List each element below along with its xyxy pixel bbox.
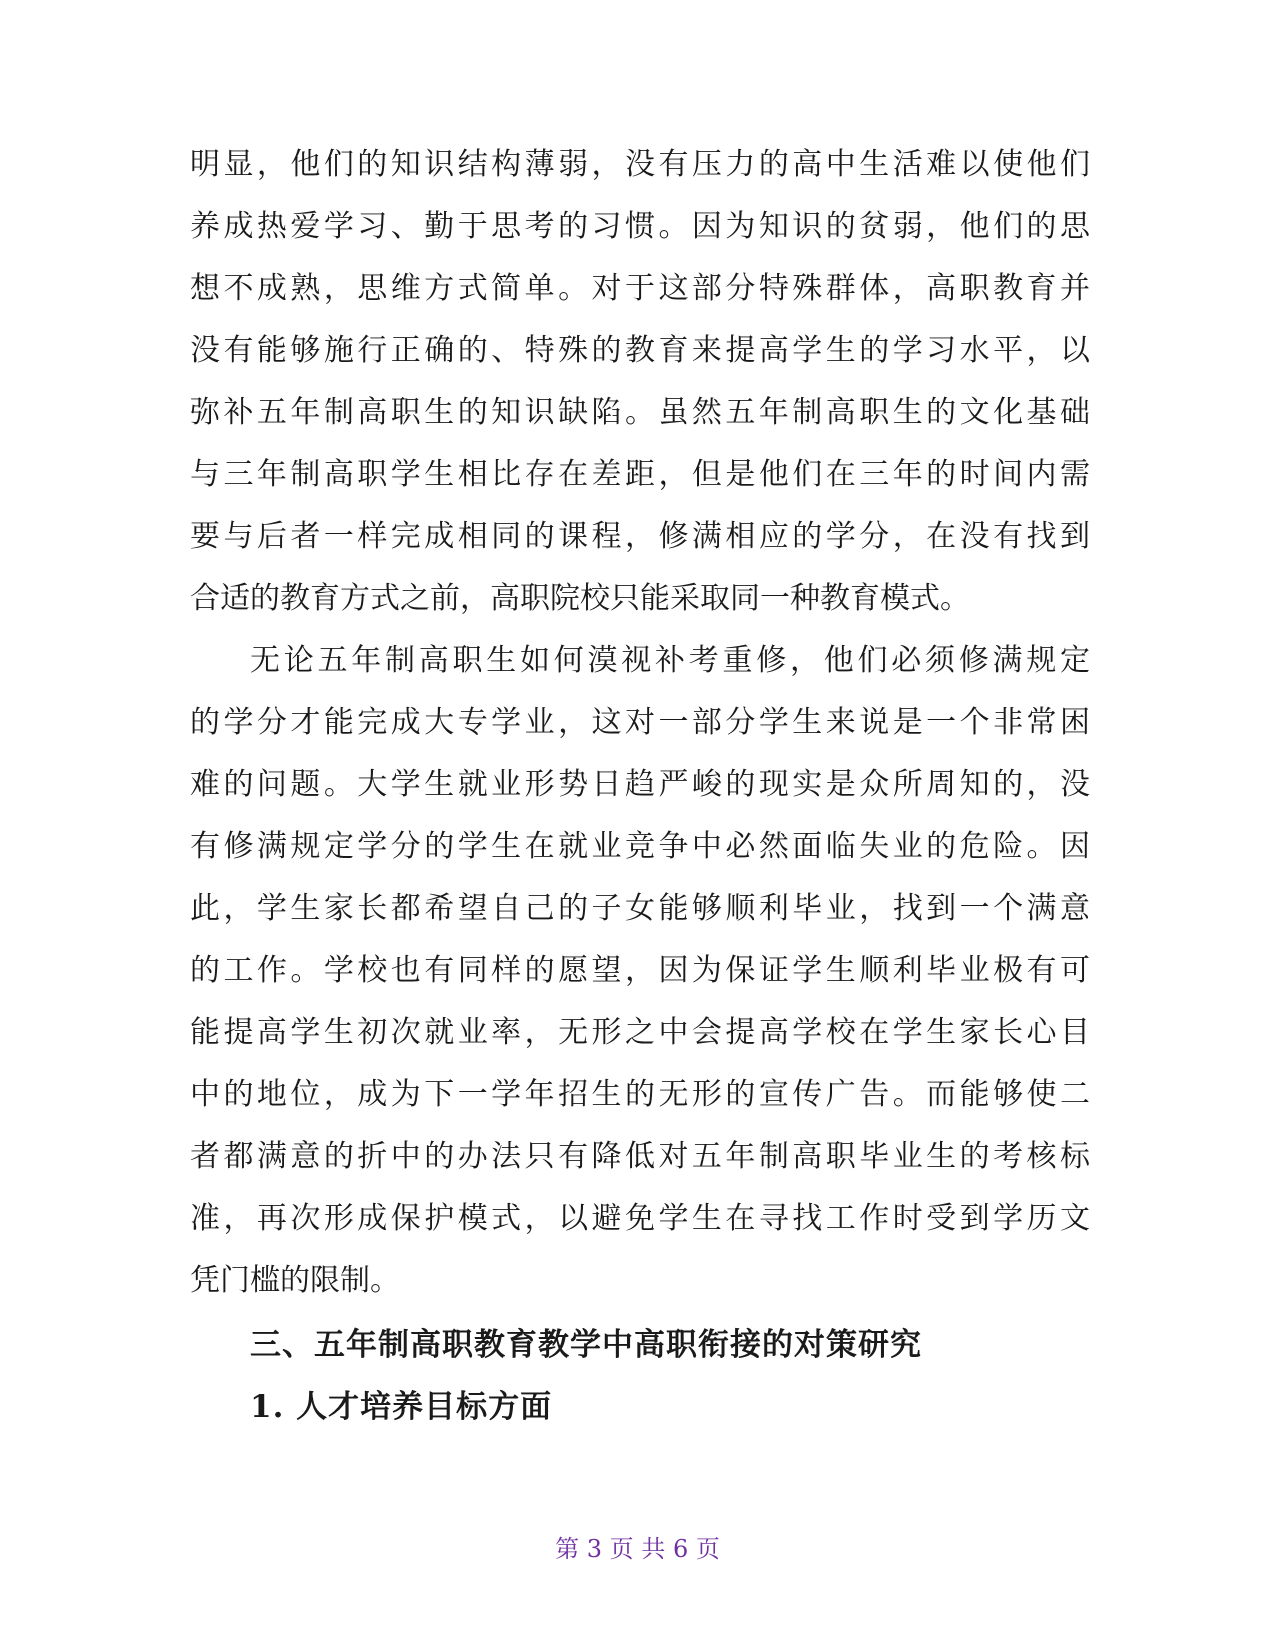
paragraph-line: 凭门槛的限制。 (190, 1263, 400, 1298)
total-pages-number: 6 (672, 1535, 689, 1563)
paragraph-line: 的工作。学校也有同样的愿望，因为保证学生顺利毕业极有可 (190, 953, 1090, 988)
paragraph-line: 没有能够施行正确的、特殊的教育来提高学生的学习水平，以 (190, 333, 1090, 368)
paragraph-line: 中的地位，成为下一学年招生的无形的宣传广告。而能够使二 (190, 1077, 1090, 1112)
paragraph-line: 准，再次形成保护模式，以避免学生在寻找工作时受到学历文 (190, 1201, 1090, 1236)
paragraph-line: 养成热爱学习、勤于思考的习惯。因为知识的贫弱，他们的思 (190, 209, 1090, 244)
paragraph-line: 难的问题。大学生就业形势日趋严峻的现实是众所周知的，没 (190, 767, 1090, 802)
page-footer (0, 1534, 1275, 1564)
paragraph-line: 此，学生家长都希望自己的子女能够顺利毕业，找到一个满意 (190, 891, 1090, 926)
paragraph-line: 能提高学生初次就业率，无形之中会提高学校在学生家长心目 (190, 1015, 1090, 1050)
current-page-number: 3 (586, 1535, 603, 1563)
paragraph-line: 明显，他们的知识结构薄弱，没有压力的高中生活难以使他们 (190, 147, 1090, 182)
paragraph-line: 想不成熟，思维方式简单。对于这部分特殊群体，高职教育并 (190, 271, 1090, 306)
paragraph-line: 无论五年制高职生如何漠视补考重修，他们必须修满规定 (250, 643, 1090, 678)
section-heading: 三、五年制高职教育教学中高职衔接的对策研究 (250, 1327, 922, 1363)
paragraph-line: 者都满意的折中的办法只有降低对五年制高职毕业生的考核标 (190, 1139, 1090, 1174)
footer-middle: 页 共 (609, 1535, 666, 1563)
paragraph-line: 与三年制高职学生相比存在差距，但是他们在三年的时间内需 (190, 457, 1090, 492)
paragraph-line: 弥补五年制高职生的知识缺陷。虽然五年制高职生的文化基础 (190, 395, 1090, 430)
footer-prefix: 第 (555, 1535, 580, 1563)
paragraph-line: 合适的教育方式之前，高职院校只能采取同一种教育模式。 (190, 581, 970, 616)
footer-suffix: 页 (695, 1535, 720, 1563)
subsection-heading: 1. 人才培养目标方面 (250, 1389, 553, 1425)
paragraph-line: 有修满规定学分的学生在就业竞争中必然面临失业的危险。因 (190, 829, 1090, 864)
paragraph-line: 的学分才能完成大专学业，这对一部分学生来说是一个非常困 (190, 705, 1090, 740)
paragraph-line: 要与后者一样完成相同的课程，修满相应的学分，在没有找到 (190, 519, 1090, 554)
